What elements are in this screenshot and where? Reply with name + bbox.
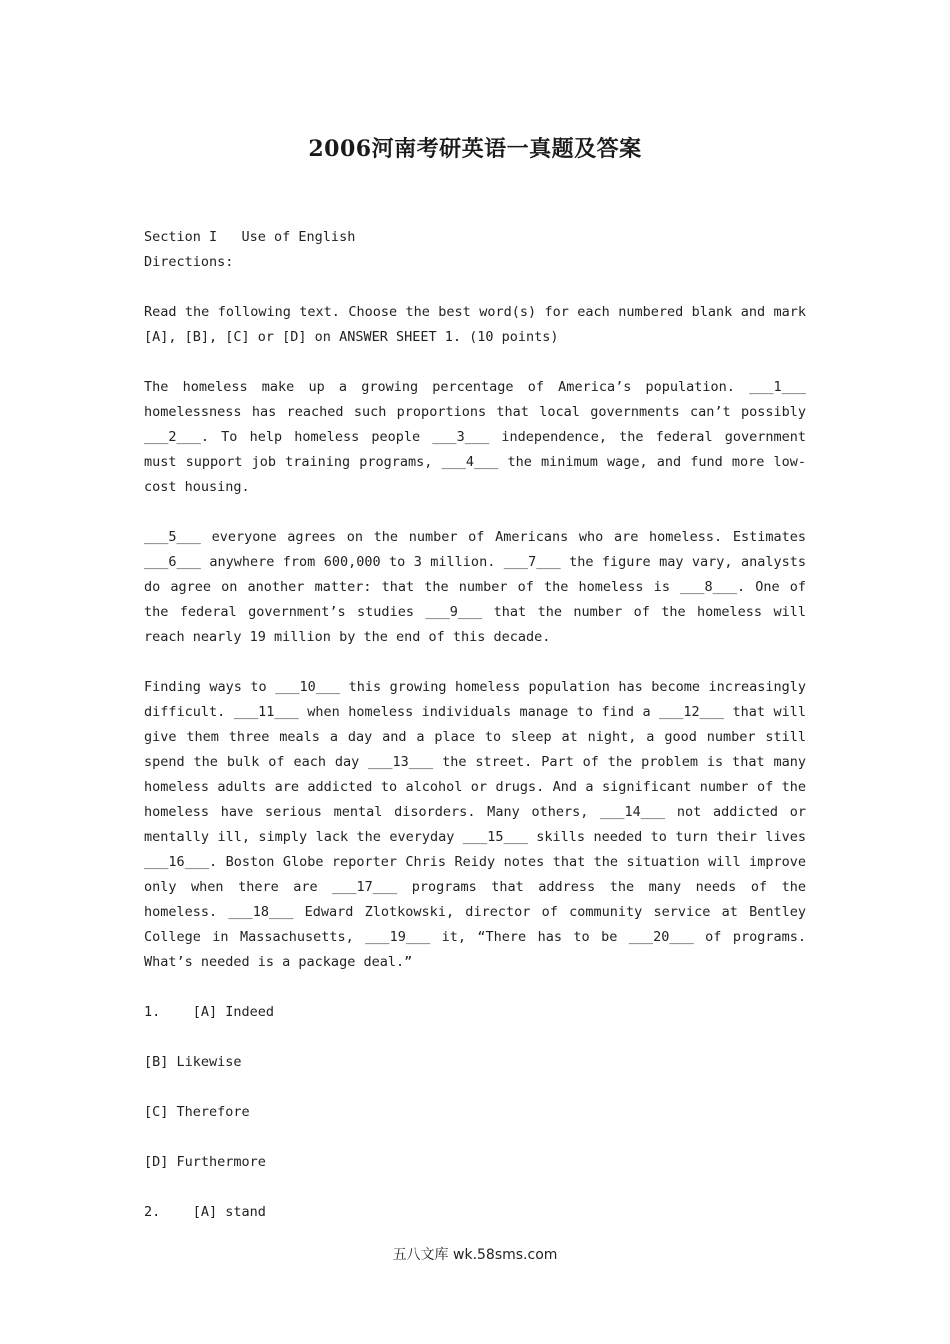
option-line: [B] Likewise	[144, 1054, 242, 1070]
passage-paragraph-1: The homeless make up a growing percentage of America’s population. ___1___ homelessness has reached such proportions that local governments can’t possibly ___2___. To help homeless people ___3___ independence, the federal government must support job training programs, ___4___ the minimum wage, and fund more low-cost housing.	[144, 379, 806, 495]
directions-label: Directions:	[144, 254, 234, 270]
section-heading: Section I Use of English	[144, 229, 356, 245]
option-line: [D] Furthermore	[144, 1154, 266, 1170]
footer-watermark: 五八文库 wk.58sms.com	[392, 1247, 558, 1263]
passage-paragraph-3: Finding ways to ___10___ this growing homeless population has become increasingly difficult. ___11___ when homeless individuals manage to find a ___12___ that will give them three meals a day and a place to sleep at night, a good number still spend the bulk of each day ___13___ the street. Part of the problem is that many homeless adults are addicted to alcohol or drugs. And a significant number of the homeless have serious mental disorders. Many others, ___14___ not addicted or mentally ill, simply lack the everyday ___15___ skills needed to turn their lives ___16___. Boston Globe reporter Chris Reidy notes that the situation will improve only when there are ___17___ programs that address the many needs of the homeless. ___18___ Edward Zlotkowski, director of community service at Bentley College in Massachusetts, ___19___ it, “There has to be ___20___ of programs. What’s needed is a package deal.”	[144, 679, 806, 970]
passage-paragraph-2: ___5___ everyone agrees on the number of Americans who are homeless. Estimates ___6___ anywhere from 600,000 to 3 million. ___7___ the figure may vary, analysts do agree on another matter: that the number of the homeless is ___8___. One of the federal government’s studies ___9___ that the number of the homeless will reach nearly 19 million by the end of this decade.	[144, 529, 806, 645]
directions-text: Read the following text. Choose the best word(s) for each numbered blank and mark [A], [B], [C] or [D] on ANSWER SHEET 1. (10 points)	[144, 304, 806, 345]
option-line: 1. [A] Indeed	[144, 1004, 275, 1020]
document-title: 2006河南考研英语一真题及答案	[308, 136, 642, 162]
option-line: 2. [A] stand	[144, 1204, 266, 1220]
document-body	[144, 225, 806, 1250]
option-line: [C] Therefore	[144, 1104, 250, 1120]
